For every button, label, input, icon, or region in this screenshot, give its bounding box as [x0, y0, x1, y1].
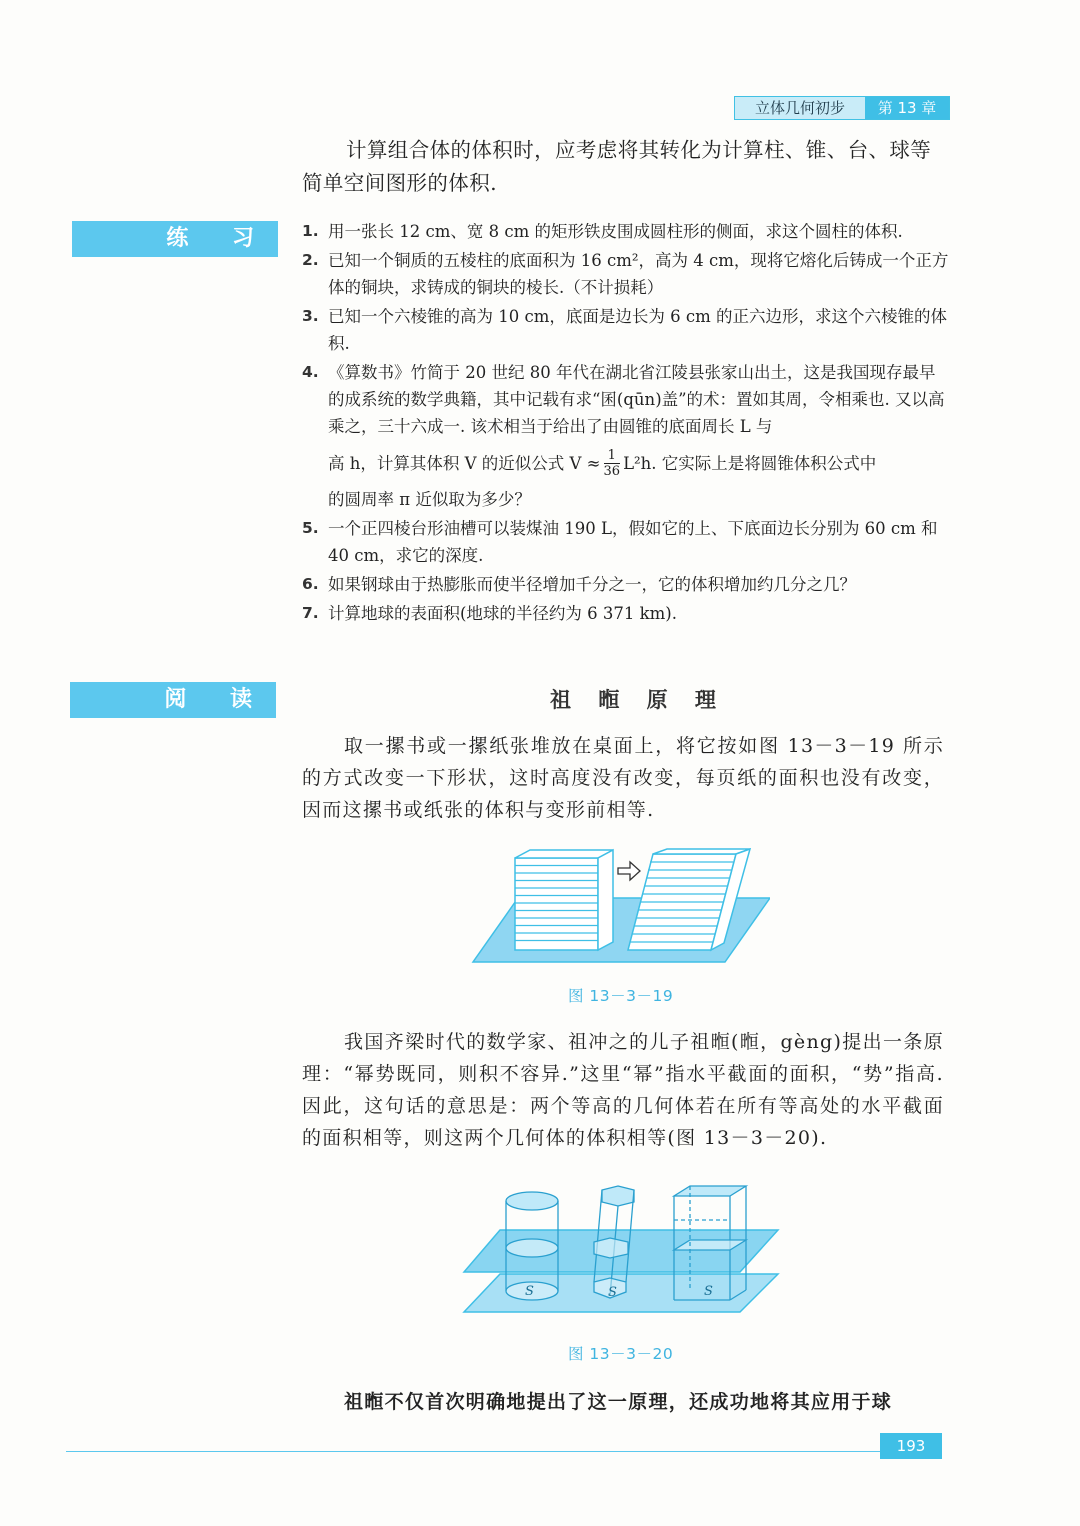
exercise-item [302, 218, 950, 245]
straight-stack [515, 850, 613, 950]
area-label: S [608, 1285, 617, 1300]
reading-title: 祖 暅 原 理 [550, 688, 726, 712]
reading-label: 阅 读 [70, 682, 276, 718]
exercise-number: 6. [302, 575, 319, 593]
practice-label: 练 习 [72, 221, 278, 257]
exercise-item [302, 303, 950, 357]
exercise-list [302, 218, 950, 629]
exercise-text: 计算地球的表面积(地球的半径约为 6 371 km). [328, 604, 677, 623]
exercise-item [302, 571, 950, 598]
reading-paragraph-2: 我国齐梁时代的数学家、祖冲之的儿子祖暅(暅，gèng)提出一条原理：“幂势既同，则积不容异.”这里“幂”指水平截面的面积，“势”指高. 因此，这句话的意思是：两个等高的几何体若在所有等高处的水平截面的面积相等，则这两个几何体的体积相等(图 13－3－20). [302, 1031, 944, 1149]
footer-rule [66, 1451, 938, 1452]
chapter-number: 第 13 章 [865, 97, 949, 119]
reading-paragraph-1: 取一摞书或一摞纸张堆放在桌面上，将它按如图 13－3－19 所示的方式改变一下形状，这时高度没有改变，每页纸的面积也没有改变，因而这摞书或纸张的体积与变形前相等. [302, 735, 944, 821]
exercise-number: 7. [302, 604, 319, 622]
exercise-text: 一个正四棱台形油槽可以装煤油 190 L，假如它的上、下底面边长分别为 60 cm 和 40 cm，求它的深度. [328, 519, 938, 565]
reading-paragraph-3: 祖暅不仅首次明确地提出了这一原理，还成功地将其应用于球 [344, 1391, 893, 1413]
exercise-text: 如果钢球由于热膨胀而使半径增加千分之一，它的体积增加约几分之几？ [328, 575, 856, 594]
figure-13-3-19 [470, 848, 770, 964]
exercise-item [302, 359, 950, 513]
exercise-number: 5. [302, 519, 319, 537]
formula-prefix: 高 h，计算其体积 V 的近似公式 V ≈ [328, 453, 601, 473]
formula-line [328, 440, 950, 486]
fraction-denominator: 36 [603, 463, 621, 479]
figure-1-caption: 图 13－3－19 [568, 987, 674, 1005]
exercise-text: 已知一个六棱锥的高为 10 cm，底面是边长为 6 cm 的正六边形，求这个六棱锥的体积. [328, 307, 947, 353]
exercise-item [302, 247, 950, 301]
page-number: 193 [880, 1433, 942, 1459]
formula-suffix: L²h. 它实际上是将圆锥体积公式中 [623, 453, 877, 473]
exercise-text: 《算数书》竹简于 20 世纪 80 年代在湖北省江陵县张家山出土，这是我国现存最早的成系统的数学典籍，其中记载有求“囷(qūn)盖”的术：置如其周，令相乘也. 又以高乘之，三十六成一. 该术相当于给出了由圆锥的底面周长 L 与 [328, 363, 945, 436]
right-arrow-icon [618, 862, 640, 880]
section-title: 立体几何初步 [735, 97, 865, 119]
fraction-numerator: 1 [607, 447, 616, 463]
area-label: S [525, 1284, 534, 1299]
intro-paragraph: 计算组合体的体积时，应考虑将其转化为计算柱、锥、台、球等简单空间图形的体积. [302, 138, 932, 195]
exercise-text-tail: 的圆周率 π 近似取为多少？ [328, 490, 531, 509]
exercise-number: 2. [302, 251, 319, 269]
exercise-text: 用一张长 12 cm、宽 8 cm 的矩形铁皮围成圆柱形的侧面，求这个圆柱的体积. [328, 222, 903, 241]
figure-13-3-20 [462, 1180, 780, 1316]
exercise-number: 4. [302, 363, 319, 381]
chapter-header [734, 96, 950, 120]
exercise-item [302, 515, 950, 569]
figure-2-caption: 图 13－3－20 [568, 1345, 674, 1363]
exercise-item [302, 600, 950, 627]
exercise-text: 已知一个铜质的五棱柱的底面积为 16 cm²，高为 4 cm，现将它熔化后铸成一个正方体的铜块，求铸成的铜块的棱长.（不计损耗） [328, 251, 949, 297]
exercise-number: 1. [302, 222, 319, 240]
exercise-number: 3. [302, 307, 319, 325]
area-label: S [704, 1284, 713, 1299]
fraction [604, 448, 621, 479]
